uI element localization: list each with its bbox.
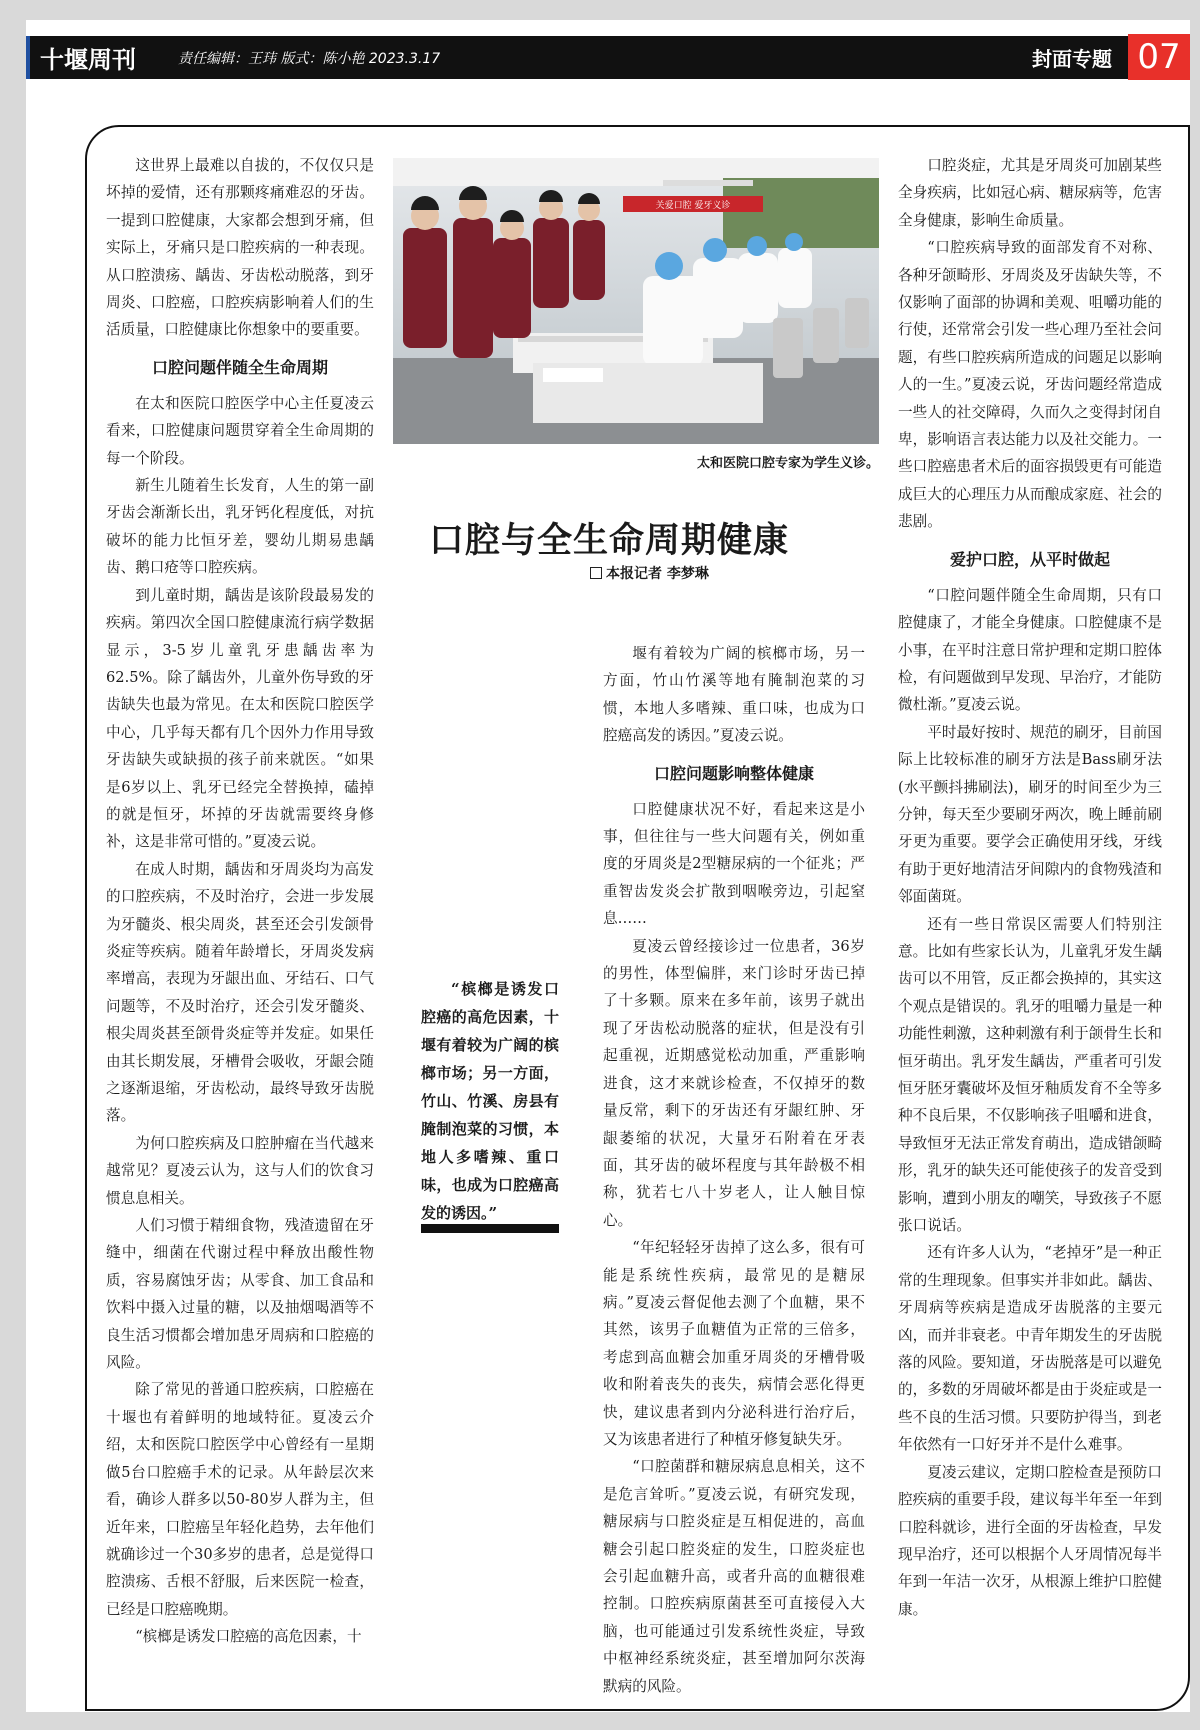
section-name: 封面专题 (1032, 47, 1112, 71)
paragraph: “口腔菌群和糖尿病息息相关，这不是危言耸听。”夏凌云说，有研究发现，糖尿病与口腔炎症是互相促进的，高血糖会引起口腔炎症的发生，口腔炎症也会引起血糖升高，或者升高的血糖很难控制。口腔疾病原菌甚至可直接侵入大脑，也可能通过引发系统性炎症，导致中枢神经系统炎症，甚至增加阿尔茨海默病的风险。 (603, 1458, 865, 1695)
column-3 (898, 152, 1162, 1623)
paragraph: 口腔炎症，尤其是牙周炎可加剧某些全身疾病，比如冠心病、糖尿病等，危害全身健康，影响生命质量。 (898, 157, 1162, 229)
paragraph: 在成人时期，龋齿和牙周炎均为高发的口腔疾病，不及时治疗，会进一步发展为牙髓炎、根尖周炎，甚至还会引发颌骨炎症等疾病。随着年龄增长，牙周炎发病率增高，表现为牙龈出血、牙结石、口气问题等，不及时治疗，还会引发牙髓炎、根尖周炎甚至颌骨炎症等并发症。如果任由其长期发展，牙槽骨会吸收，牙龈会随之逐渐退缩，牙齿松动，最终导致牙齿脱落。 (106, 860, 374, 1125)
paragraph: “年纪轻轻牙齿掉了这么多，很有可能是系统性疾病，最常见的是糖尿病。”夏凌云督促他去测了个血糖，果不其然，该男子血糖值为正常的三倍多，考虑到高血糖会加重牙周炎的牙槽骨吸收和附着丧失的丧失，病情会恶化得更快，建议患者到内分泌科进行治疗后，又为该患者进行了种植牙修复缺失牙。 (603, 1239, 865, 1448)
page-margin-left (0, 0, 26, 1730)
page-number: 07 (1128, 34, 1190, 80)
pull-quote-text: “槟榔是诱发口腔癌的高危因素，十堰有着较为广阔的槟榔市场；另一方面，竹山、竹溪、房县有腌制泡菜的习惯，本地人多嗜辣、重口味，也成为口腔癌高发的诱因。” (421, 980, 559, 1222)
masthead: 十堰周刊 (26, 36, 146, 79)
subheading: 口腔问题影响整体健康 (653, 763, 814, 783)
column-1 (106, 152, 374, 1651)
column-2 (603, 640, 865, 1700)
page-margin-right (1190, 0, 1200, 1730)
paragraph: 夏凌云建议，定期口腔检查是预防口腔疾病的重要手段，建议每半年至一年到口腔科就诊，进行全面的牙齿检查，早发现早治疗，还可以根据个人牙周情况每半年到一年洁一次牙，从根源上维护口腔健康。 (898, 1463, 1162, 1618)
paragraph: 到儿童时期，龋齿是该阶段最易发的疾病。第四次全国口腔健康流行病学数据显示，3-5岁儿童乳牙患龋齿率为62.5%。除了龋齿外，儿童外伤导致的牙齿缺失也最为常见。在太和医院口腔医学中心，几乎每天都有几个因外力作用导致牙齿缺失或缺损的孩子前来就医。“如果是6岁以上、乳牙已经完全替换掉，磕掉的就是恒牙，坏掉的牙齿就需要终身修补，这是非常可惜的。”夏凌云说。 (106, 586, 374, 851)
page-margin-bottom (0, 1712, 1200, 1730)
byline (590, 563, 709, 583)
pull-quote (421, 975, 559, 1227)
subheading: 口腔问题伴随全生命周期 (151, 357, 328, 377)
paragraph: “口腔问题伴随全生命周期，只有口腔健康了，才能全身健康。口腔健康不是小事，在平时注意日常护理和定期口腔体检，有问题做到早发现、早治疗，才能防微杜渐。”夏凌云说。 (898, 586, 1162, 714)
subheading: 爱护口腔，从平时做起 (949, 549, 1110, 569)
paragraph: 这世界上最难以自拔的，不仅仅只是坏掉的爱情，还有那颗疼痛难忍的牙齿。一提到口腔健康，大家都会想到牙痛，但实际上，牙痛只是口腔疾病的一种表现。从口腔溃疡、龋齿、牙齿松动脱落，到牙周炎、口腔癌，口腔疾病影响着人们的生活质量，口腔健康比你想象中的要重要。 (106, 157, 374, 339)
byline-text: 本报记者 李梦琳 (606, 566, 709, 582)
page-margin-top (0, 0, 1200, 20)
paragraph: 还有许多人认为，“老掉牙”是一种正常的生理现象。但事实并非如此。龋齿、牙周病等疾病是造成牙齿脱落的主要元凶，而并非衰老。中青年期发生的牙齿脱落的风险。要知道，牙齿脱落是可以避免的，多数的牙周破坏都是由于炎症或是一些不良的生活习惯。只要防护得当，到老年依然有一口好牙并不是什么难事。 (898, 1244, 1162, 1454)
page-header (26, 36, 1190, 79)
paragraph: 堰有着较为广阔的槟榔市场，另一方面，竹山竹溪等地有腌制泡菜的习惯，本地人多嗜辣、重口味，也成为口腔癌高发的诱因。”夏凌云说。 (603, 645, 865, 745)
article-title: 口腔与全生命周期健康 (428, 520, 789, 561)
news-photo (393, 158, 879, 444)
paragraph: 在太和医院口腔医学中心主任夏凌云看来，口腔健康问题贯穿着全生命周期的每一个阶段。 (106, 394, 374, 467)
paragraph: 除了常见的普通口腔疾病，口腔癌在十堰也有着鲜明的地域特征。夏凌云介绍，太和医院口腔医学中心曾经有一星期做5台口腔癌手术的记录。从年龄层次来看，确诊人群多以50-80岁人群为主，但近年来，口腔癌呈年轻化趋势，去年他们就确诊过一个30多岁的患者，总是觉得口腔溃疡、舌根不舒服，后来医院一检查，已经是口腔癌晚期。 (106, 1381, 374, 1618)
clinic-scene-illustration (393, 158, 879, 444)
byline-box-icon (590, 567, 602, 579)
pull-quote-bar (421, 1224, 559, 1233)
paragraph: 平时最好按时、规范的刷牙，目前国际上比较标准的刷牙方法是Bass刷牙法(水平颤抖拂刷法)，刷牙的时间至少为三分钟，每天至少要刷牙两次，晚上睡前刷牙更为重要。要学会正确使用牙线，牙线有助于更好地清洁牙间隙内的食物残渣和邻面菌斑。 (898, 723, 1162, 906)
paragraph: 人们习惯于精细食物，残渣遗留在牙缝中，细菌在代谢过程中释放出酸性物质，容易腐蚀牙齿；从零食、加工食品和饮料中摄入过量的糖，以及抽烟喝酒等不良生活习惯都会增加患牙周病和口腔癌的风险。 (106, 1217, 374, 1372)
paragraph: “槟榔是诱发口腔癌的高危因素，十 (135, 1628, 362, 1646)
paragraph: “口腔疾病导致的面部发育不对称、各种牙颌畸形、牙周炎及牙齿缺失等，不仅影响了面部的协调和美观、咀嚼功能的行使，还常常会引发一些心理乃至社会问题，有些口腔疾病所造成的问题足以影响人的一生。”夏凌云说，牙齿问题经常造成一些人的社交障碍，久而久之变得封闭自卑，影响语言表达能力以及社交能力。一些口腔癌患者术后的面容损毁更有可能造成巨大的心理压力从而酿成家庭、社会的悲剧。 (898, 239, 1162, 531)
paragraph: 新生儿随着生长发育，人生的第一副牙齿会渐渐长出，乳牙钙化程度低，对抗破坏的能力比恒牙差，婴幼儿期易患龋齿、鹅口疮等口腔疾病。 (106, 477, 374, 577)
paragraph: 为何口腔疾病及口腔肿瘤在当代越来越常见？夏凌云认为，这与人们的饮食习惯息息相关。 (106, 1134, 374, 1207)
paragraph: 口腔健康状况不好，看起来这是小事，但往往与一些大问题有关，例如重度的牙周炎是2型糖尿病的一个征兆；严重智齿发炎会扩散到咽喉旁边，引起窒息…… (603, 800, 865, 928)
paragraph: 夏凌云曾经接诊过一位患者，36岁的男性，体型偏胖，来门诊时牙齿已掉了十多颗。原来在多年前，该男子就出现了牙齿松动脱落的症状，但是没有引起重视，近期感觉松动加重，严重影响进食，这才来就诊检查，不仅掉牙的数量反常，剩下的牙齿还有牙龈红肿、牙龈萎缩的状况，大量牙石附着在牙表面，其牙齿的破坏程度与其年龄极不相称，犹若七八十岁老人，让人触目惊心。 (603, 937, 865, 1229)
banner-text: 关爱口腔 爱牙义诊 (655, 201, 731, 211)
paragraph: 还有一些日常误区需要人们特别注意。比如有些家长认为，儿童乳牙发生龋齿可以不用管，反正都会换掉的，其实这个观点是错误的。乳牙的咀嚼力量是一种功能性刺激，这种刺激有利于颌骨生长和恒牙萌出。乳牙发生龋齿，严重者可引发恒牙胚牙囊破坏及恒牙釉质发育不全等多种不良后果，不仅影响孩子咀嚼和进食，导致恒牙无法正常发育萌出，造成错颌畸形，乳牙的缺失还可能使孩子的发音受到影响，遭到小朋友的嘲笑，导致孩子不愿张口说话。 (898, 915, 1162, 1235)
editor-credits: 责任编辑：王玮 版式：陈小艳 2023.3.17 (178, 50, 441, 67)
photo-caption: 太和医院口腔专家为学生义诊。 (696, 456, 879, 471)
